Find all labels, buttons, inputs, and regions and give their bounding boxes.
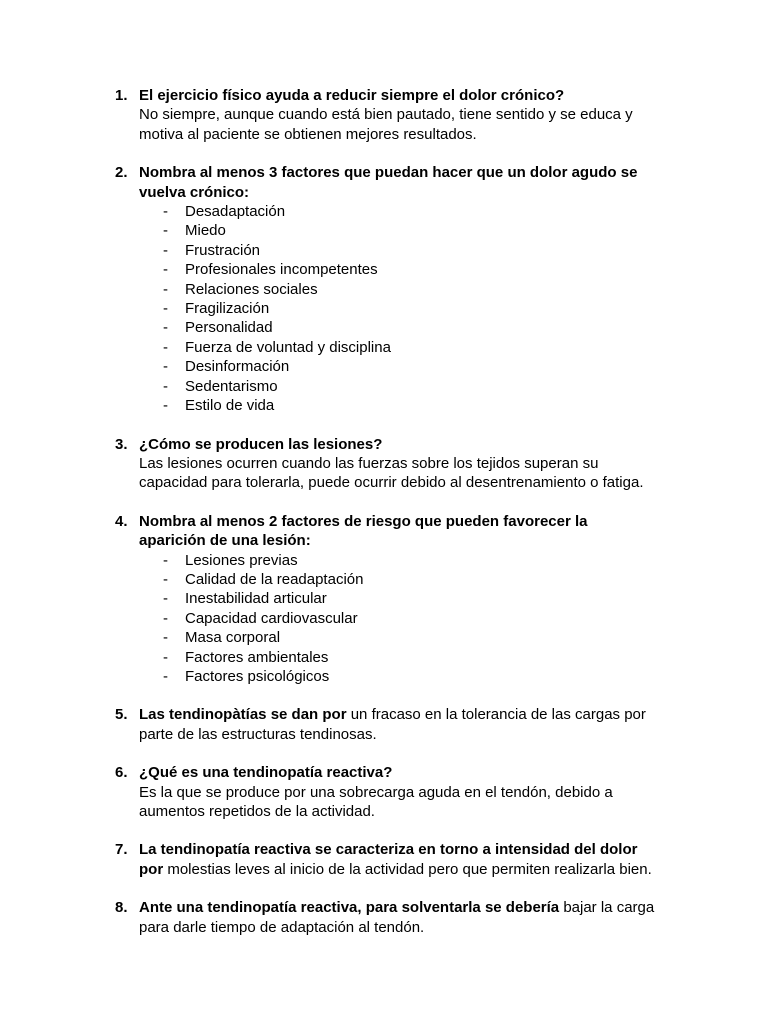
question-5: [0, 705, 768, 744]
dash-bullet: -: [163, 222, 168, 240]
question-text: La tendinopatía reactiva se caracteriza en torno a intensidad del dolor: [139, 841, 638, 859]
question-text-line: aparición de una lesión:: [139, 532, 311, 550]
question-7: [0, 840, 768, 879]
list-item: [139, 551, 708, 570]
question-text: Ante una tendinopatía reactiva, para solventarla se debería: [139, 899, 560, 917]
document-page: [0, 86, 768, 956]
question-text: Las tendinopàtías se dan por: [139, 706, 347, 724]
list-item: [139, 570, 708, 589]
question-text-continued: por: [139, 860, 164, 878]
dash-bullet: -: [163, 203, 168, 221]
list-item: [139, 648, 708, 667]
list-item-label: Desinformación: [185, 358, 290, 376]
question-line: [139, 860, 708, 879]
list-item-label: Estilo de vida: [185, 397, 275, 415]
answer-line: parte de las estructuras tendinosas.: [139, 725, 377, 743]
question-6: [0, 763, 768, 821]
question-number: 7.: [115, 841, 128, 859]
question-number: 3.: [115, 435, 128, 453]
question-text-line: Nombra al menos 2 factores de riesgo que pueden favorecer la: [139, 512, 588, 530]
list-item: [139, 221, 708, 240]
dash-bullet: -: [163, 397, 168, 415]
question-text: ¿Cómo se producen las lesiones?: [139, 435, 383, 453]
question-text: El ejercicio físico ayuda a reducir siempre el dolor crónico?: [139, 87, 565, 104]
list-item: [139, 609, 708, 628]
list-item: [139, 667, 708, 686]
list-item-label: Fragilización: [185, 300, 270, 318]
list-item: [139, 299, 708, 318]
dash-bullet: -: [163, 648, 168, 666]
list-item-label: Capacidad cardiovascular: [185, 609, 358, 627]
inline-answer: bajar la carga: [559, 899, 655, 917]
answer-line: No siempre, aunque cuando está bien pautado, tiene sentido y se educa y: [139, 106, 633, 124]
question-3: [0, 435, 768, 493]
list-item: [139, 338, 708, 357]
answer-line: aumentos repetidos de la actividad.: [139, 803, 375, 820]
answer-line: capacidad para tolerarla, puede ocurrir debido al desentrenamiento o fatiga.: [139, 474, 644, 492]
dash-bullet: -: [163, 241, 168, 259]
list-item-label: Miedo: [185, 222, 226, 240]
list-item-label: Relaciones sociales: [185, 280, 318, 298]
question-number: 1.: [115, 87, 128, 104]
list-item: [139, 260, 708, 279]
list-item-label: Sedentarismo: [185, 377, 278, 395]
list-item-label: Fuerza de voluntad y disciplina: [185, 338, 391, 356]
list-item-label: Factores psicológicos: [185, 667, 330, 685]
dash-bullet: -: [163, 280, 168, 298]
list-item-label: Personalidad: [185, 319, 273, 337]
list-item-label: Factores ambientales: [185, 648, 329, 666]
list-item-label: Masa corporal: [185, 629, 281, 647]
question-number: 4.: [115, 512, 128, 530]
dash-bullet: -: [163, 358, 168, 376]
question-4: [0, 512, 768, 687]
dash-bullet: -: [163, 667, 168, 685]
list-item: [139, 628, 708, 647]
dash-bullet: -: [163, 338, 168, 356]
question-number: 5.: [115, 706, 128, 724]
dash-bullet: -: [163, 261, 168, 279]
dash-bullet: -: [163, 609, 168, 627]
question-2: [0, 163, 768, 415]
list-item: [139, 202, 708, 221]
list-item-label: Lesiones previas: [185, 551, 298, 569]
dash-bullet: -: [163, 319, 168, 337]
dash-bullet: -: [163, 629, 168, 647]
question-text-line: Nombra al menos 3 factores que puedan hacer que un dolor agudo se: [139, 164, 638, 182]
list-item-label: Profesionales incompetentes: [185, 261, 378, 279]
answer-line: para darle tiempo de adaptación al tendón.: [139, 918, 425, 936]
list-item: [139, 589, 708, 608]
dash-bullet: -: [163, 551, 168, 569]
inline-answer: un fracaso en la tolerancia de las cargas por: [346, 706, 646, 724]
question-line: [139, 898, 708, 917]
answer-line: Las lesiones ocurren cuando las fuerzas sobre los tejidos superan su: [139, 454, 599, 472]
list-item: [139, 357, 708, 376]
list-item: [139, 280, 708, 299]
list-item-label: Inestabilidad articular: [185, 590, 327, 608]
list-item: [139, 241, 708, 260]
list-item: [139, 396, 708, 415]
answer-line: Es la que se produce por una sobrecarga aguda en el tendón, debido a: [139, 783, 613, 801]
question-text-line: vuelva crónico:: [139, 183, 250, 201]
risk-factor-list: [139, 551, 708, 687]
question-number: 6.: [115, 764, 128, 782]
question-line: [139, 705, 708, 724]
list-item-label: Frustración: [185, 241, 261, 259]
inline-answer: molestias leves al inicio de la actividad pero que permiten realizarla bien.: [163, 860, 652, 878]
question-number: 2.: [115, 164, 128, 182]
question-1: [0, 86, 768, 144]
dash-bullet: -: [163, 300, 168, 318]
question-number: 8.: [115, 899, 128, 917]
list-item: [139, 318, 708, 337]
answer-line: motiva al paciente se obtienen mejores resultados.: [139, 125, 477, 143]
list-item: [139, 377, 708, 396]
question-text: ¿Qué es una tendinopatía reactiva?: [139, 764, 393, 782]
dash-bullet: -: [163, 377, 168, 395]
factor-list: [139, 202, 708, 415]
dash-bullet: -: [163, 570, 168, 588]
list-item-label: Calidad de la readaptación: [185, 570, 364, 588]
dash-bullet: -: [163, 590, 168, 608]
question-8: [0, 898, 768, 937]
list-item-label: Desadaptación: [185, 203, 286, 221]
